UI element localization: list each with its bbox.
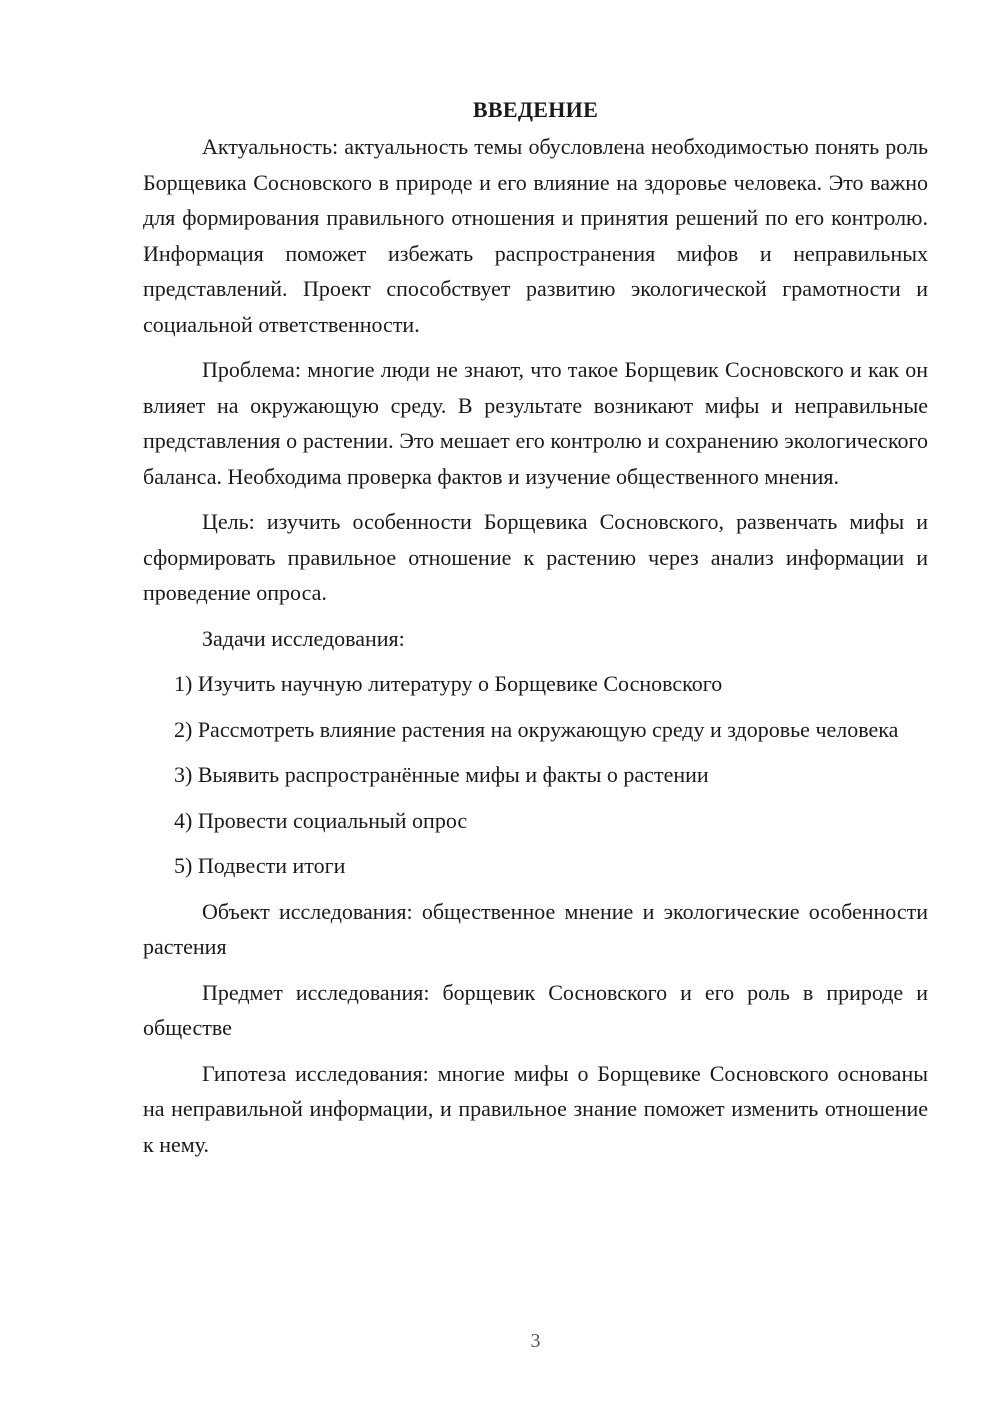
object-paragraph: Объект исследования: общественное мнение и экологические особенности растения	[143, 898, 928, 959]
relevance-paragraph: Актуальность: актуальность темы обусловлена необходимостью понять роль Борщевика Сосновского в природе и его влияние на здоровье человека. Это важно для формирования правильного отношения и принятия решений по его контролю. Информация поможет избежать распространения мифов и неправильных представлений. Проект способствует развитию экологической грамотности и социальной ответственности.	[143, 134, 928, 337]
task-item-4: 4) Провести социальный опрос	[174, 807, 468, 833]
task-item-1: 1) Изучить научную литературу о Борщевике Сосновского	[174, 671, 723, 696]
task-item-2: 2) Рассмотреть влияние растения на окружающую среду и здоровье человека	[174, 716, 899, 742]
page-title: ВВЕДЕНИЕ	[472, 97, 599, 122]
goal-paragraph: Цель: изучить особенности Борщевика Сосновского, развенчать мифы и сформировать правильное отношение к растению через анализ информации и проведение опроса.	[143, 509, 928, 605]
task-item-3: 3) Выявить распространённые мифы и факты о растении	[174, 762, 709, 787]
document-page	[143, 92, 928, 1172]
problem-paragraph: Проблема: многие люди не знают, что такое Борщевик Сосновского и как он влияет на окружающую среду. В результате возникают мифы и неправильные представления о растении. Это мешает его контролю и сохранению экологического баланса. Необходима проверка фактов и изучение общественного мнения.	[143, 357, 928, 489]
subject-paragraph: Предмет исследования: борщевик Сосновского и его роль в природе и обществе	[143, 979, 928, 1040]
tasks-heading: Задачи исследования:	[202, 625, 405, 651]
hypothesis-paragraph: Гипотеза исследования: многие мифы о Борщевике Сосновского основаны на неправильной информации, и правильное знание поможет изменить отношение к нему.	[143, 1060, 928, 1157]
page-number: 3	[530, 1330, 541, 1352]
task-item-5: 5) Подвести итоги	[174, 853, 346, 878]
